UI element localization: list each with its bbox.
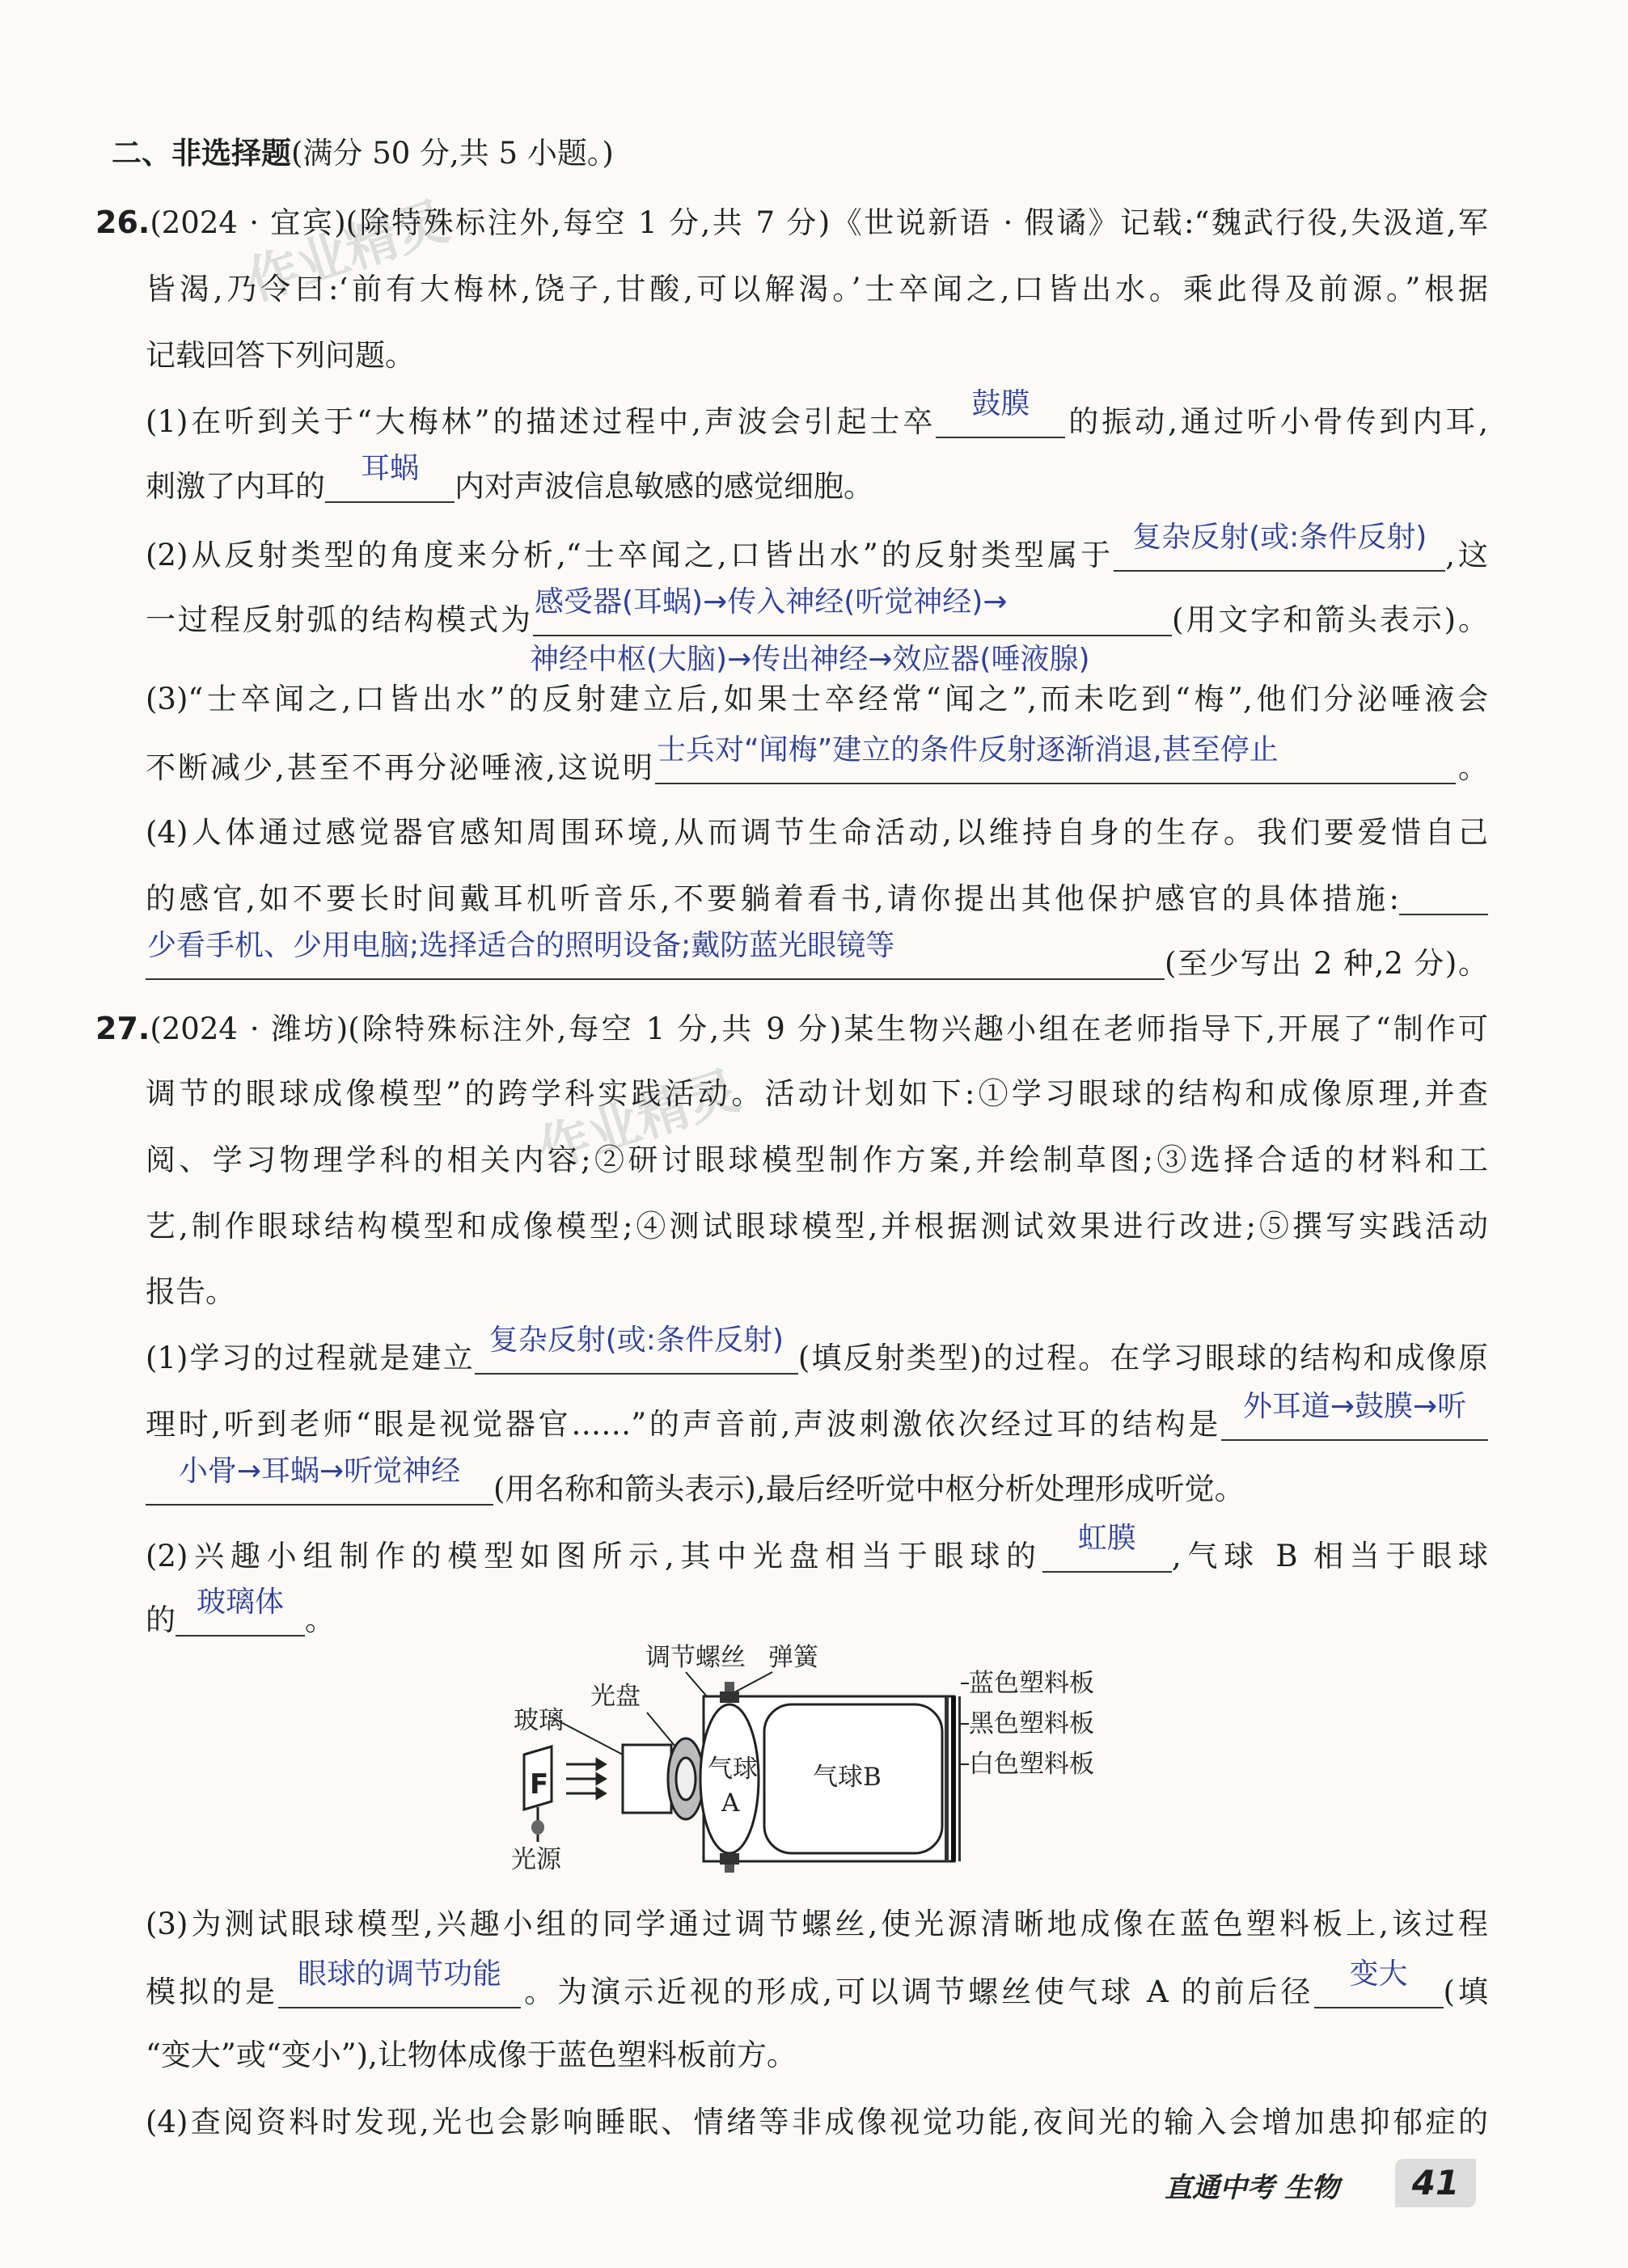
q26-part4-line1: (4)人体通过感觉器官感知周围环境,从而调节生命活动,以维持自身的生存。我们要爱惜自己 (146, 815, 1488, 850)
book-title: 直通中考 生物 (1165, 2172, 1339, 2204)
q27-part1-line3: 小骨→耳蜗→听觉神经 (用名称和箭头表示),最后经听觉中枢分析处理形成听觉。 (146, 1463, 1488, 1512)
light-source-icon (524, 1746, 552, 1842)
q26-part2-answer-continued (530, 635, 1177, 675)
svg-text:F: F (530, 1768, 549, 1801)
answer-blank[interactable] (146, 929, 1165, 980)
svg-text:气球B: 气球B (813, 1763, 882, 1792)
q27-part2-line1: (2)兴趣小组制作的模型如图所示,其中光盘相当于眼球的 虹膜 ,气球 B 相当于眼球 (146, 1531, 1488, 1579)
handwritten-answer: 少看手机、少用电脑;选择适合的照明设备;戴防蓝光眼镜等 (147, 929, 895, 962)
handwritten-answer: 鼓膜 (971, 387, 1030, 420)
handwritten-answer: 士兵对“闻梅”建立的条件反射逐渐消退,甚至停止 (656, 733, 1279, 767)
q26-part2-line2: 一过程反射弧的结构模式为 感受器(耳蜗)→传入神经(听觉神经)→ (用文字和箭头表示)。 (146, 594, 1488, 643)
answer-blank[interactable] (1399, 873, 1488, 915)
q26-part1-line2: 刺激了内耳的 耳蜗 内对声波信息敏感的感觉细胞。 (146, 461, 1488, 509)
q27-line-1: 27.(2024 · 潍坊)(除特殊标注外,每空 1 分,共 9 分)某生物兴趣小组在老师指导下,开展了“制作可 (95, 1011, 1488, 1046)
handwritten-answer: 变大 (1349, 1958, 1408, 1991)
label-spring: 弹簧 (768, 1643, 818, 1672)
q27-line-5: 报告。 (146, 1274, 235, 1309)
q26-line-2: 皆渴,乃令曰:‘前有大梅林,饶子,甘酸,可以解渴。’士卒闻之,口皆出水。乘此得及前源。”根据 (146, 272, 1488, 306)
eye-model-figure (501, 1633, 1116, 1876)
answer-blank[interactable] (325, 452, 455, 503)
q27-part4-line1: (4)查阅资料时发现,光也会影响睡眠、情绪等非成像视觉功能,夜间光的输入会增加患抑郁症的 (146, 2105, 1488, 2139)
q27-part2-line2: 的 玻璃体 。 (146, 1594, 1488, 1643)
label-white-plate: 白色塑料板 (969, 1750, 1094, 1779)
light-rays-icon (566, 1759, 605, 1798)
answer-blank[interactable] (475, 1324, 798, 1375)
q27-line-4: 艺,制作眼球结构模型和成像模型;④测试眼球模型,并根据测试效果进行改进;⑤撰写实践活动 (146, 1209, 1488, 1244)
q26-part4-line2: 的感官,如不要长时间戴耳机听音乐,不要躺着看书,请你提出其他保护感官的具体措施: (146, 873, 1488, 922)
q27-part1-line2: 理时,听到老师“眼是视觉器官……”的声音前,声波刺激依次经过耳的结构是 外耳道→鼓膜→听 (146, 1399, 1488, 1447)
handwritten-answer: 复杂反射(或:条件反射) (1132, 521, 1427, 554)
svg-text:A: A (721, 1789, 740, 1818)
q27-part3-line3: “变大”或“变小”),让物体成像于蓝色塑料板前方。 (146, 2038, 797, 2072)
q26-line-3: 记载回答下列问题。 (146, 338, 415, 373)
handwritten-answer: 虹膜 (1077, 1522, 1136, 1555)
q27-part3-line1: (3)为测试眼球模型,兴趣小组的同学通过调节螺丝,使光源清晰地成像在蓝色塑料板上,该过程 (146, 1907, 1488, 1941)
label-screw: 调节螺丝 (645, 1643, 746, 1672)
handwritten-answer: 感受器(耳蜗)→传入神经(听觉神经)→ (534, 585, 1008, 619)
q26-line-1: 26.(2024 · 宜宾)(除特殊标注外,每空 1 分,共 7 分)《世说新语 · 假谲》记载:“魏武行役,失汲道,军 (95, 205, 1488, 240)
section-heading: 二、非选择题(满分 50 分,共 5 小题。) (112, 136, 614, 171)
page-number: 41 (1395, 2159, 1476, 2207)
label-light-source: 光源 (511, 1845, 561, 1874)
page-footer (1165, 2159, 1504, 2207)
handwritten-answer: 复杂反射(或:条件反射) (488, 1324, 784, 1357)
answer-blank[interactable] (1114, 521, 1445, 572)
handwritten-answer: 耳蜗 (360, 452, 419, 485)
answer-blank[interactable] (175, 1586, 305, 1637)
answer-blank[interactable] (1221, 1390, 1488, 1441)
watermark: 作业精灵 (239, 191, 456, 313)
q26-part3-line1: (3)“士卒闻之,口皆出水”的反射建立后,如果士卒经常“闻之”,而未吃到“梅”,他们分泌唾液会 (146, 682, 1488, 716)
q26-part3-line2: 不断减少,甚至不再分泌唾液,这说明 士兵对“闻梅”建立的条件反射逐渐消退,甚至停止 。 (146, 742, 1488, 791)
watermark: 作业精灵 (531, 1060, 747, 1182)
handwritten-answer: 小骨→耳蜗→听觉神经 (178, 1455, 461, 1488)
q27-line-2: 调节的眼球成像模型”的跨学科实践活动。活动计划如下:①学习眼球的结构和成像原理,并查 (146, 1076, 1488, 1111)
svg-text:气球: 气球 (708, 1755, 758, 1784)
answer-blank[interactable] (533, 585, 1172, 636)
label-black-plate: 黑色塑料板 (969, 1709, 1094, 1738)
question-number: 27. (95, 1011, 150, 1046)
answer-blank[interactable] (146, 1455, 493, 1506)
question-number: 26. (95, 205, 150, 240)
q26-part2-line1: (2)从反射类型的角度来分析,“士卒闻之,口皆出水”的反射类型属于 复杂反射(或:条件反射) ,这 (146, 530, 1488, 578)
handwritten-answer: 外耳道→鼓膜→听 (1242, 1390, 1467, 1423)
answer-blank[interactable] (936, 387, 1065, 438)
answer-blank[interactable] (1042, 1522, 1172, 1573)
label-disc: 光盘 (590, 1682, 641, 1711)
label-blue-plate: 蓝色塑料板 (969, 1669, 1094, 1698)
q27-line-3: 阅、学习物理学科的相关内容;②研讨眼球模型制作方案,并绘制草图;③选择合适的材料和工 (146, 1142, 1488, 1177)
label-glass: 玻璃 (514, 1706, 564, 1735)
q26-part4-line3: 少看手机、少用电脑;选择适合的照明设备;戴防蓝光眼镜等 (至少写出 2 种,2 分)。 (146, 938, 1488, 986)
answer-blank[interactable] (278, 1958, 521, 2008)
q27-part3-line2: 模拟的是 眼球的调节功能 。为演示近视的形成,可以调节螺丝使气球 A 的前后径 变大 (填 (146, 1966, 1488, 2015)
handwritten-answer: 眼球的调节功能 (298, 1958, 502, 1991)
answer-blank[interactable] (1314, 1958, 1444, 2008)
handwritten-answer: 神经中枢(大脑)→传出神经→效应器(唾液腺) (530, 643, 1090, 676)
handwritten-answer: 玻璃体 (196, 1586, 284, 1619)
q26-part1-line1: (1)在听到关于“大梅林”的描述过程中,声波会引起士卒 鼓膜 的振动,通过听小骨传到内耳, (146, 396, 1488, 445)
q27-part1-line1: (1)学习的过程就是建立 复杂反射(或:条件反射) (填反射类型)的过程。在学习眼球的结构和成像原 (146, 1333, 1488, 1381)
